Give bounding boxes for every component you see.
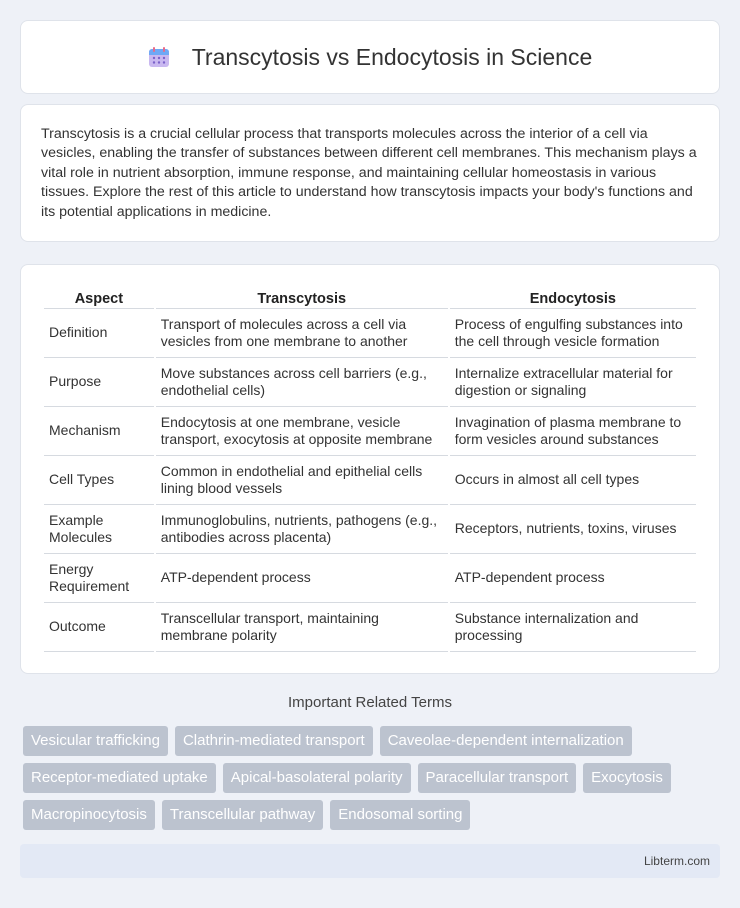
comparison-card — [20, 264, 720, 674]
comparison-table — [42, 285, 698, 652]
row-aspect: Energy Requirement — [44, 554, 154, 603]
row-transcytosis: ATP-dependent process — [156, 554, 448, 603]
tag-receptor-mediated-uptake[interactable]: Receptor-mediated uptake — [23, 763, 216, 793]
table-row — [44, 505, 696, 554]
row-endocytosis: ATP-dependent process — [450, 554, 696, 603]
row-aspect: Definition — [44, 309, 154, 358]
table-row — [44, 456, 696, 505]
tag-transcellular-pathway[interactable]: Transcellular pathway — [162, 800, 323, 830]
row-aspect: Mechanism — [44, 407, 154, 456]
tag-caveolae-dependent-internalization[interactable]: Caveolae-dependent internalization — [380, 726, 632, 756]
intro-paragraph: Transcytosis is a crucial cellular process that transports molecules across the interior of a cell via vesicles, enabling the transfer of substances between different cell membranes. This mechanism plays a vital role in nutrient absorption, immune response, and maintaining cellular homeostasis in various tissues. Explore the rest of this article to understand how transcytosis impacts your body's functions and its potential applications in medicine. — [41, 126, 697, 220]
row-transcytosis: Common in endothelial and epithelial cells lining blood vessels — [156, 456, 448, 505]
title-card — [20, 20, 720, 94]
tag-endosomal-sorting[interactable]: Endosomal sorting — [330, 800, 470, 830]
header-endocytosis: Endocytosis — [450, 285, 696, 309]
row-transcytosis: Immunoglobulins, nutrients, pathogens (e.g., antibodies across placenta) — [156, 505, 448, 554]
table-row — [44, 603, 696, 652]
tag-vesicular-trafficking[interactable]: Vesicular trafficking — [23, 726, 168, 756]
tag-clathrin-mediated-transport[interactable]: Clathrin-mediated transport — [175, 726, 373, 756]
row-aspect: Cell Types — [44, 456, 154, 505]
table-row — [44, 358, 696, 407]
related-terms-list — [23, 726, 723, 830]
header-transcytosis: Transcytosis — [156, 285, 448, 309]
row-endocytosis: Receptors, nutrients, toxins, viruses — [450, 505, 696, 554]
footer — [20, 844, 720, 878]
row-transcytosis: Move substances across cell barriers (e.g., endothelial cells) — [156, 358, 448, 407]
intro-card — [20, 104, 720, 242]
header-aspect: Aspect — [44, 285, 154, 309]
row-aspect: Outcome — [44, 603, 154, 652]
row-endocytosis: Process of engulfing substances into the cell through vesicle formation — [450, 309, 696, 358]
table-row — [44, 407, 696, 456]
tag-paracellular-transport[interactable]: Paracellular transport — [418, 763, 577, 793]
row-endocytosis: Occurs in almost all cell types — [450, 456, 696, 505]
row-aspect: Purpose — [44, 358, 154, 407]
tag-exocytosis[interactable]: Exocytosis — [583, 763, 671, 793]
row-transcytosis: Endocytosis at one membrane, vesicle transport, exocytosis at opposite membrane — [156, 407, 448, 456]
calendar-icon — [148, 46, 170, 68]
footer-brand-link[interactable]: Libterm.com — [643, 854, 710, 868]
table-row — [44, 554, 696, 603]
tag-macropinocytosis[interactable]: Macropinocytosis — [23, 800, 155, 830]
page-title: Transcytosis vs Endocytosis in Science — [191, 43, 593, 70]
related-terms-heading: Important Related Terms — [288, 694, 452, 711]
row-transcytosis: Transport of molecules across a cell via vesicles from one membrane to another — [156, 309, 448, 358]
row-aspect: Example Molecules — [44, 505, 154, 554]
row-endocytosis: Internalize extracellular material for digestion or signaling — [450, 358, 696, 407]
tag-apical-basolateral-polarity[interactable]: Apical-basolateral polarity — [223, 763, 411, 793]
row-endocytosis: Invagination of plasma membrane to form vesicles around substances — [450, 407, 696, 456]
table-row — [44, 309, 696, 358]
row-endocytosis: Substance internalization and processing — [450, 603, 696, 652]
row-transcytosis: Transcellular transport, maintaining membrane polarity — [156, 603, 448, 652]
table-header-row — [44, 285, 696, 309]
